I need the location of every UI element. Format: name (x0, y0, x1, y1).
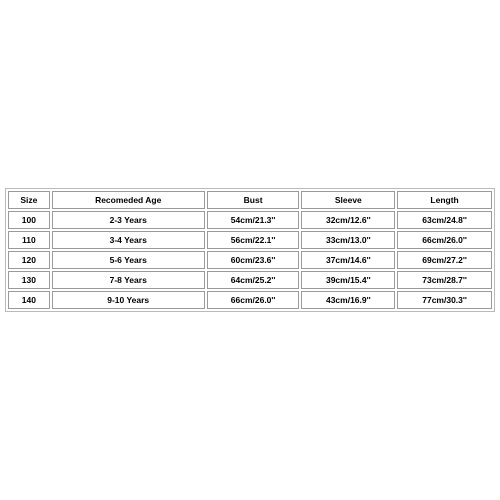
table-row (8, 291, 492, 309)
cell-age: 9-10 Years (52, 291, 205, 309)
cell-bust: 66cm/26.0'' (207, 291, 300, 309)
cell-age: 5-6 Years (52, 251, 205, 269)
cell-bust: 64cm/25.2'' (207, 271, 300, 289)
cell-sleeve: 37cm/14.6'' (301, 251, 395, 269)
table-row (8, 231, 492, 249)
header-bust: Bust (207, 191, 300, 209)
cell-sleeve: 33cm/13.0'' (301, 231, 395, 249)
cell-age: 2-3 Years (52, 211, 205, 229)
header-sleeve: Sleeve (301, 191, 395, 209)
cell-size: 140 (8, 291, 50, 309)
cell-size: 130 (8, 271, 50, 289)
cell-length: 77cm/30.3'' (397, 291, 492, 309)
header-length: Length (397, 191, 492, 209)
header-size: Size (8, 191, 50, 209)
cell-size: 100 (8, 211, 50, 229)
cell-sleeve: 32cm/12.6'' (301, 211, 395, 229)
cell-length: 69cm/27.2'' (397, 251, 492, 269)
cell-size: 120 (8, 251, 50, 269)
cell-bust: 56cm/22.1'' (207, 231, 300, 249)
cell-bust: 54cm/21.3'' (207, 211, 300, 229)
cell-bust: 60cm/23.6'' (207, 251, 300, 269)
cell-age: 7-8 Years (52, 271, 205, 289)
cell-sleeve: 43cm/16.9'' (301, 291, 395, 309)
table-header-row (8, 191, 492, 209)
table-row (8, 251, 492, 269)
table-row (8, 271, 492, 289)
cell-size: 110 (8, 231, 50, 249)
cell-sleeve: 39cm/15.4'' (301, 271, 395, 289)
header-recommended-age: Recomeded Age (52, 191, 205, 209)
table-row (8, 211, 492, 229)
cell-length: 66cm/26.0'' (397, 231, 492, 249)
cell-age: 3-4 Years (52, 231, 205, 249)
cell-length: 63cm/24.8'' (397, 211, 492, 229)
cell-length: 73cm/28.7'' (397, 271, 492, 289)
size-chart-table (5, 188, 495, 312)
